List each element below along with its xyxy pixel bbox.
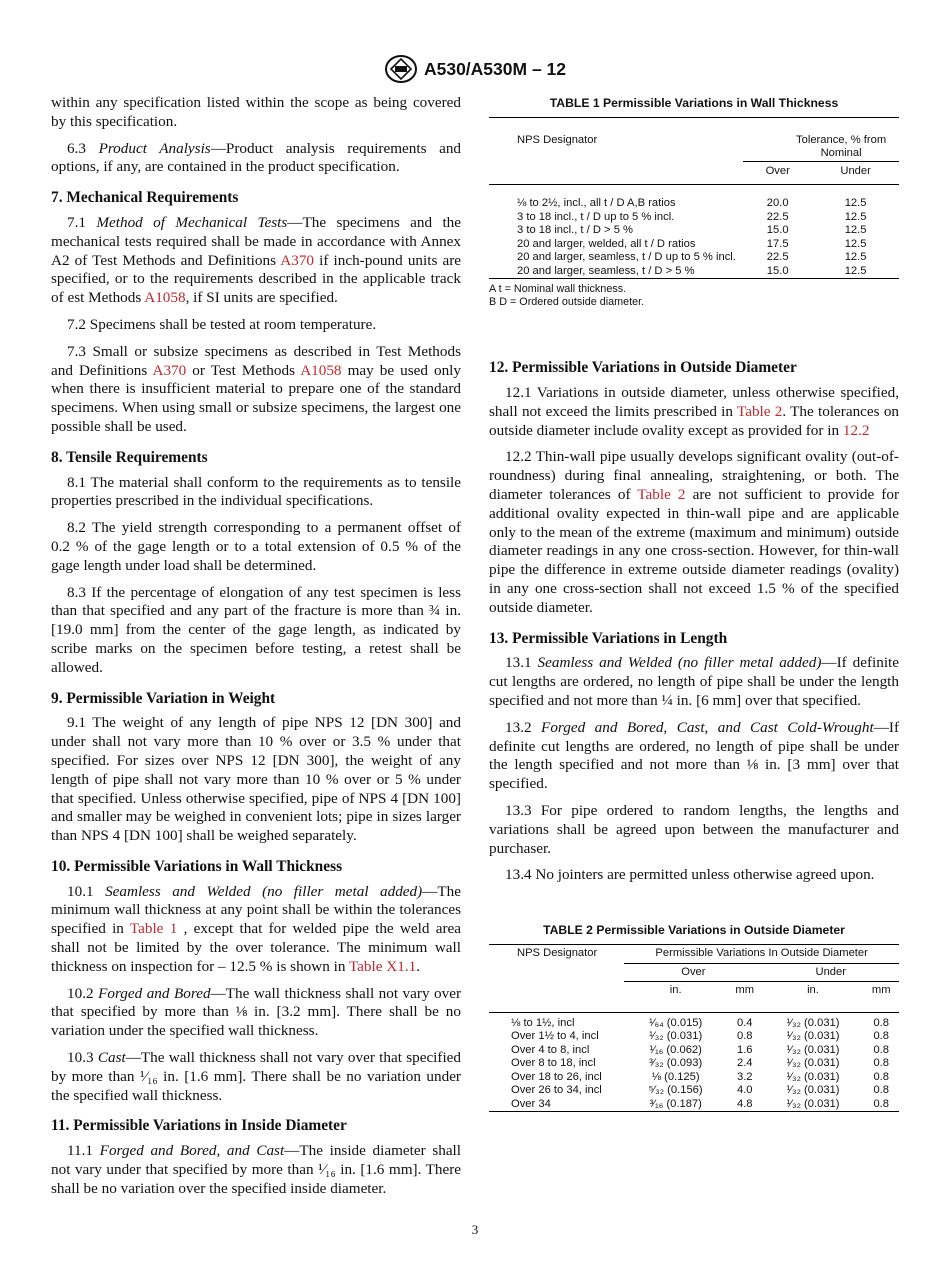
link-table-2[interactable]: Table 2	[736, 402, 783, 420]
table-row: Over 34 ³⁄₁₆ (0.187) 4.8 ¹⁄₃₂ (0.031) 0.8	[489, 1098, 899, 1112]
table-row: Over 4 to 8, incl ¹⁄₁₆ (0.062) 1.6 ¹⁄₃₂ (0.031) 0.8	[511, 1043, 890, 1056]
table-row: 20 and larger, seamless, t / D up to 5 % incl. 22.5 12.5	[517, 251, 867, 264]
table-1-title: TABLE 1 Permissible Variations in Wall Thickness	[549, 96, 839, 110]
table-row: 20 and larger, seamless, t / D > 5 % 15.0 12.5	[489, 265, 899, 279]
section-heading-13: 13. Permissible Variations in Length	[489, 629, 728, 647]
section-heading-9: 9. Permissible Variation in Weight	[51, 689, 276, 707]
table-row: Over 18 to 26, incl ⅛ (0.125) 3.2 ¹⁄₃₂ (0.031) 0.8	[511, 1070, 890, 1083]
paragraph-6-3: 6.3 Product Analysis—Product analysis requirements and options, if any, are contained in the product specification.	[51, 139, 462, 176]
right-column	[489, 94, 899, 1112]
table-row: Over 1½ to 4, incl ¹⁄₃₂ (0.031) 0.8 ¹⁄₃₂ (0.031) 0.8	[511, 1030, 890, 1043]
section-heading-8: 8. Tensile Requirements	[51, 448, 208, 466]
table-2	[489, 944, 899, 1112]
section-heading-10: 10. Permissible Variations in Wall Thickness	[51, 857, 343, 875]
table-row: 3 to 18 incl., t / D > 5 % 15.0 12.5	[517, 224, 867, 237]
link-table-x1-1[interactable]: Table X1.1	[348, 957, 417, 975]
table-2-title: TABLE 2 Permissible Variations in Outside Diameter	[543, 923, 845, 938]
paragraph-8-2: 8.2 The yield strength corresponding to a permanent offset of 0.2 % of the gage length or to a total extension of 0.5 % of the gage length under load shall be determined.	[51, 519, 461, 574]
link-table-2[interactable]: Table 2	[637, 486, 686, 504]
table-1-footnote-b: B D = Ordered outside diameter.	[489, 296, 645, 309]
link-a370[interactable]: A370	[152, 361, 187, 379]
paragraph-7-3: 7.3 Small or subsize specimens as described in Test Methods and Definitions A370 or Test Methods A1058 may be used only when there is insufficient material to prepare one of the standard specimens. When using small or subsize specimens, the largest one possible shall be used.	[51, 342, 461, 435]
standard-designation: A530/A530M – 12	[423, 58, 567, 79]
table-2-col-under: Under	[762, 963, 899, 982]
table-2-unit-under-in: in.	[762, 982, 863, 1013]
table-row: ⅛ to 1½, incl ¹⁄₆₄ (0.015) 0.4 ¹⁄₃₂ (0.031) 0.8	[511, 1016, 890, 1029]
table-1	[489, 117, 899, 280]
table-2-col-nps: NPS Designator	[489, 945, 624, 982]
link-table-1[interactable]: Table 1	[129, 920, 178, 938]
paragraph-11-1: 11.1 Forged and Bored, and Cast—The inside diameter shall not vary under that specified by more than ¹⁄₁₆ in. [1.6 mm]. There shall be no variation over the specified inside diameter.	[51, 1142, 461, 1197]
table-2-unit-over-mm: mm	[727, 982, 762, 1013]
link-a1058[interactable]: A1058	[144, 289, 186, 307]
table-1-col-over: Over	[743, 161, 812, 178]
link-12-2[interactable]: 12.2	[842, 421, 870, 439]
table-1-col-tolerance: Tolerance, % from Nominal	[796, 133, 887, 160]
paragraph-9-1: 9.1 The weight of any length of pipe NPS 12 [DN 300] and under shall not vary more than 10 % over or 3.5 % under that specified. For sizes over NPS 12 [DN 300], the weight of any length of pipe shall not vary more than 10 % over or 5 % under that specified. Unless otherwise specified, pipe of NPS 4 [DN 100] and smaller may be weighed in convenient lots; pipe in sizes larger than NPS 4 [DN 100] shall be weighed separately.	[51, 714, 461, 845]
section-heading-12: 12. Permissible Variations in Outside Diameter	[489, 359, 797, 377]
paragraph-8-1: 8.1 The material shall conform to the requirements as to tensile properties prescribed in the individual specifications.	[51, 473, 461, 510]
link-a370[interactable]: A370	[280, 251, 315, 269]
paragraph-8-3: 8.3 If the percentage of elongation of any test specimen is less than that specified and any part of the fracture is more than ¾ in. [19.0 mm] from the center of the gage length, as indicated by scribe marks on the specimen before testing, a retest shall be allowed.	[51, 583, 461, 676]
table-1-footnote-a: A t = Nominal wall thickness.	[489, 283, 627, 296]
astm-logo-icon	[384, 54, 418, 84]
paragraph-13-1: 13.1 Seamless and Welded (no filler metal added)—If definite cut lengths are ordered, no length of pipe shall be under the length specified and not more than ¼ in. [6 mm] over that specified.	[489, 654, 900, 710]
table-2-unit-over-in: in.	[624, 982, 727, 1013]
paragraph-continuation: within any specification listed within the scope as being covered by this specification.	[51, 94, 461, 130]
table-1-col-nps: NPS Designator	[517, 133, 598, 146]
paragraph-12-1: 12.1 Variations in outside diameter, unless otherwise specified, shall not exceed the limits prescribed in Table 2. The tolerances on outside diameter include ovality except as provided for in 12.2	[489, 384, 900, 439]
page-header	[0, 54, 950, 84]
table-2-unit-under-mm: mm	[863, 982, 899, 1013]
paragraph-7-2: 7.2 Specimens shall be tested at room temperature.	[67, 315, 377, 333]
link-a1058[interactable]: A1058	[300, 361, 342, 379]
table-row: ⅛ to 2½, incl., all t / D A,B ratios 20.0 12.5	[517, 197, 867, 210]
table-row: 3 to 18 incl., t / D up to 5 % incl. 22.5 12.5	[517, 210, 867, 223]
paragraph-13-4: 13.4 No jointers are permitted unless otherwise agreed upon.	[505, 866, 875, 884]
paragraph-12-2: 12.2 Thin-wall pipe usually develops significant ovality (out-of-roundness) during final annealing, straightening, or both. The diameter tolerances of Table 2 are not sufficient to provide for additional ovality expected in thin-wall pipe and are applicable only to the mean of the extreme (maximum and minimum) outside diameter readings in any one cross-section. However, for thin-wall pipe the difference in extreme outside diameter readings (ovality) in any one cross-section shall not exceed 1.5 % of the specified outside diameter.	[489, 448, 899, 616]
paragraph-10-1: 10.1 Seamless and Welded (no filler metal added)—The minimum wall thickness at any point shall be within the tolerances specified in Table 1 , except that for welded pipe the weld area shall not be limited by the over tolerance. The minimum wall thickness on inspection for – 12.5 % is shown in Table X1.1.	[51, 882, 462, 975]
table-row: 20 and larger, welded, all t / D ratios 17.5 12.5	[517, 237, 867, 250]
table-2-col-over: Over	[624, 963, 762, 982]
paragraph-13-3: 13.3 For pipe ordered to random lengths, the lengths and variations shall be agreed upon between the manufacturer and purchaser.	[489, 802, 899, 857]
table-2-col-group: Permissible Variations In Outside Diameter	[624, 945, 899, 964]
page-number: 3	[471, 1222, 479, 1237]
table-row: Over 26 to 34, incl ⁵⁄₃₂ (0.156) 4.0 ¹⁄₃₂ (0.031) 0.8	[511, 1084, 890, 1097]
section-heading-7: 7. Mechanical Requirements	[51, 189, 239, 207]
section-heading-11: 11. Permissible Variations in Inside Diameter	[51, 1117, 347, 1135]
paragraph-10-2: 10.2 Forged and Bored—The wall thickness shall not vary over that specified by more than ⅛ in. [3.2 mm]. There shall be no variation under the specified wall thickness.	[51, 984, 462, 1040]
table-row: Over 8 to 18, incl ³⁄₃₂ (0.093) 2.4 ¹⁄₃₂ (0.031) 0.8	[511, 1057, 890, 1070]
paragraph-7-1: 7.1 Method of Mechanical Tests—The specimens and the mechanical tests required shall be made in accordance with Annex A2 of Test Methods and Definitions A370 if inch-pound units are specified, or to the requirements described in the applicable track of est Methods A1058, if SI units are specified.	[51, 213, 462, 307]
table-1-col-under: Under	[812, 161, 899, 178]
paragraph-10-3: 10.3 Cast—The wall thickness shall not vary over that specified by more than ¹⁄₁₆ in. [1.6 mm]. There shall be no variation under the specified wall thickness.	[51, 1049, 462, 1104]
paragraph-13-2: 13.2 Forged and Bored, Cast, and Cast Cold-Wrought—If definite cut lengths are ordered, no length of pipe shall be under the length specified and not more than ⅛ in. [3 mm] over that specified.	[489, 718, 900, 793]
left-column	[51, 94, 461, 1207]
